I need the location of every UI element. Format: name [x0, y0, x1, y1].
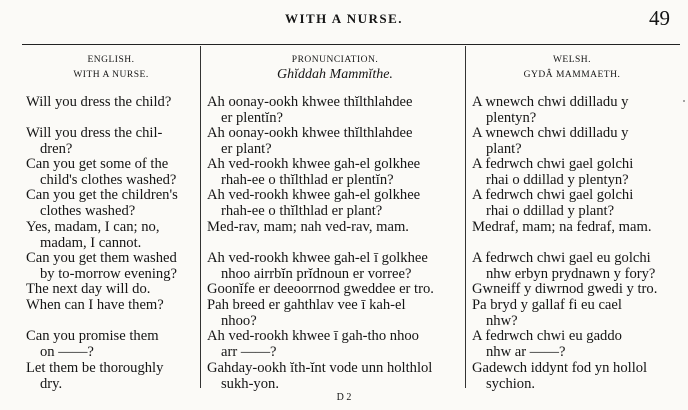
english-line: Can you get the children's	[26, 187, 178, 203]
welsh-row	[472, 94, 672, 126]
english-line: Will you dress the chil-	[26, 125, 163, 141]
pronunciation-column	[207, 0, 463, 410]
welsh-line: Gadewch iddynt fod yn hollol	[472, 360, 648, 376]
english-row	[26, 360, 196, 392]
welsh-line: rhai o ddillad y plentyn?	[486, 172, 629, 188]
english-line: The next day will do.	[26, 281, 151, 297]
pronunciation-line: rhah-ee o thĭlthlad er plentĭn?	[221, 172, 394, 188]
pronunciation-row	[207, 281, 463, 297]
welsh-line: nhw?	[486, 313, 518, 329]
welsh-line: rhai o ddillad y plant?	[486, 203, 615, 219]
english-line: on ——?	[40, 344, 94, 360]
welsh-line: plentyn?	[486, 110, 537, 126]
english-line: Will you dress the child?	[26, 94, 172, 110]
welsh-line: sychion.	[486, 376, 536, 392]
english-column-subheading: WITH A NURSE.	[73, 70, 149, 80]
english-row	[26, 219, 196, 251]
margin-speck	[683, 100, 685, 102]
pronunciation-row	[207, 360, 463, 392]
welsh-column-subheading: GYDÂ MAMMAETH.	[523, 70, 621, 80]
welsh-row	[472, 187, 672, 219]
welsh-line: A wnewch chwi ddilladu y	[472, 94, 629, 110]
english-row	[26, 156, 196, 188]
pronunciation-line: Med-rav, mam; nah ved-rav, mam.	[207, 219, 409, 235]
pronunciation-row	[207, 250, 463, 282]
english-row	[26, 297, 196, 313]
welsh-line: Gwneiff y diwrnod gwedi y tro.	[472, 281, 658, 297]
english-line: dren?	[40, 141, 73, 157]
welsh-row	[472, 297, 672, 329]
english-line: dry.	[40, 376, 63, 392]
english-line: When can I have them?	[26, 297, 164, 313]
running-title: WITH A NURSE.	[284, 11, 404, 26]
welsh-line: A wnewch chwi ddilladu y	[472, 125, 629, 141]
pronunciation-line: arr ——?	[221, 344, 277, 360]
pronunciation-line: er plentĭn?	[221, 110, 283, 126]
pronunciation-row	[207, 156, 463, 188]
welsh-line: Pa bryd y gallaf fi eu cael	[472, 297, 622, 313]
welsh-line: A fedrwch chwi eu gaddo	[472, 328, 622, 344]
welsh-line: A fedrwch chwi gael golchi	[472, 156, 634, 172]
pronunciation-line: Ah oonay-ookh khwee thĭlthlahdee	[207, 94, 413, 110]
pronunciation-line: Ah ved-rookh khwee gah-el golkhee	[207, 187, 421, 203]
signature-mark: D 2	[336, 392, 352, 403]
pronunciation-line: nhoo airrbĭn prĭdnoun er vorree?	[221, 266, 412, 282]
english-row	[26, 125, 196, 157]
english-line: Yes, madam, I can; no,	[26, 219, 160, 235]
welsh-row	[472, 156, 672, 188]
english-line: Can you get some of the	[26, 156, 169, 172]
english-line: Can you get them washed	[26, 250, 177, 266]
english-line: Let them be thoroughly	[26, 360, 164, 376]
welsh-line: A fedrwch chwi gael golchi	[472, 187, 634, 203]
pronunciation-column-subheading: Ghĭddah Mammĭthe.	[277, 67, 393, 82]
welsh-line: A fedrwch chwi gael eu golchi	[472, 250, 651, 266]
pronunciation-line: Ah oonay-ookh khwee thĭlthlahdee	[207, 125, 413, 141]
english-line: clothes washed?	[40, 203, 136, 219]
english-column	[26, 0, 196, 410]
pronunciation-column-heading: PRONUNCIATION.	[291, 55, 379, 65]
pronunciation-line: rhah-ee o thĭlthlad er plant?	[221, 203, 383, 219]
english-row	[26, 94, 196, 110]
pronunciation-line: Pah breed er gahthlav vee ī kah-el	[207, 297, 406, 313]
welsh-line: nhw erbyn prydnawn y fory?	[486, 266, 656, 282]
english-line: by to-morrow evening?	[40, 266, 177, 282]
english-row	[26, 281, 196, 297]
english-line: Can you promise them	[26, 328, 159, 344]
pronunciation-line: Ah ved-rookh khwee ī gah-tho nhoo	[207, 328, 419, 344]
pronunciation-line: Goonĭfe er deeoorrnod gweddee er tro.	[207, 281, 434, 297]
pronunciation-row	[207, 94, 463, 126]
pronunciation-line: Ah ved-rookh khwee gah-el golkhee	[207, 156, 421, 172]
pronunciation-row	[207, 328, 463, 360]
english-row	[26, 187, 196, 219]
pronunciation-row	[207, 219, 463, 235]
english-row	[26, 250, 196, 282]
english-row	[26, 328, 196, 360]
column-divider-2	[465, 46, 466, 388]
pronunciation-line: Ah ved-rookh khwee gah-el ī golkhee	[207, 250, 428, 266]
welsh-row	[472, 219, 672, 235]
welsh-row	[472, 125, 672, 157]
pronunciation-row	[207, 297, 463, 329]
welsh-row	[472, 281, 672, 297]
pronunciation-row	[207, 125, 463, 157]
welsh-row	[472, 250, 672, 282]
welsh-column	[472, 0, 672, 410]
welsh-line: nhw ar ——?	[486, 344, 566, 360]
column-divider-1	[200, 46, 201, 388]
english-line: child's clothes washed?	[40, 172, 177, 188]
welsh-column-heading: WELSH.	[552, 55, 592, 65]
welsh-row	[472, 328, 672, 360]
english-column-heading: ENGLISH.	[87, 55, 135, 65]
pronunciation-line: er plant?	[221, 141, 272, 157]
english-line: madam, I cannot.	[40, 235, 142, 251]
welsh-row	[472, 360, 672, 392]
pronunciation-row	[207, 187, 463, 219]
pronunciation-line: nhoo?	[221, 313, 257, 329]
pronunciation-line: sukh-yon.	[221, 376, 279, 392]
welsh-line: Medraf, mam; na fedraf, mam.	[472, 219, 652, 235]
welsh-line: plant?	[486, 141, 522, 157]
pronunciation-line: Gahday-ookh ĭth-ĭnt vode unn holthlol	[207, 360, 433, 376]
page-number: 49	[649, 6, 670, 30]
